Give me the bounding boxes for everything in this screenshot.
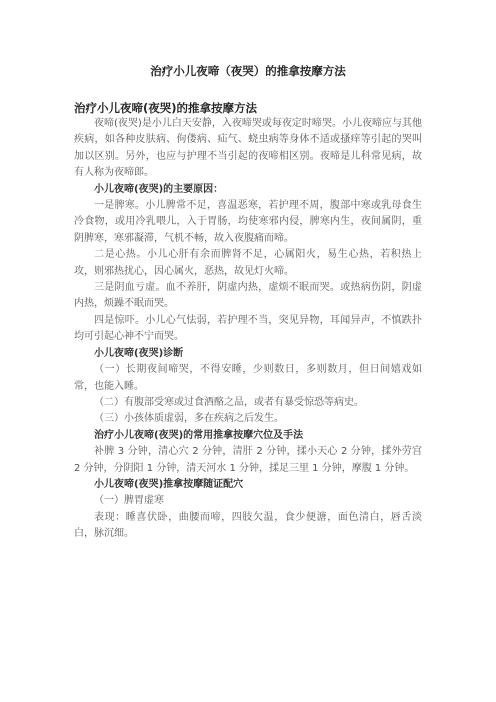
points-paragraph: 补脾 3 分钟，清心穴 2 分钟，清肝 2 分钟，揉小天心 2 分钟，揉外劳宫 2 分钟，分阴阳 1 分钟，清天河水 1 分钟，揉足三里 1 分钟，摩腹 1 分钟。 xyxy=(74,446,422,474)
syndrome-heading: 小儿夜啼(夜哭)推拿按摩随证配穴 xyxy=(94,478,244,490)
diagnosis-heading: 小儿夜啼(夜哭)诊断 xyxy=(94,347,184,359)
syndrome-subheading: （一）脾胃虚寒 xyxy=(94,495,164,507)
syndrome-paragraph: 表现：睡喜伏卧，曲腰而啼，四肢欠温，食少便溏，面色清白，唇舌淡白，脉沉细。 xyxy=(74,511,422,540)
diagnosis-item: （一）长期夜间啼哭，不得安睡，少则数日，多则数月，但日间嬉戏如常，也能入睡。 xyxy=(74,364,422,392)
causes-heading: 小儿夜啼(夜哭)的主要原因： xyxy=(94,183,224,195)
cause-paragraph: 三是阴血亏虚。血不养肝，阴虚内热，虚烦不眠而哭。或热病伤阴，阴虚内热，烦躁不眠而哭。 xyxy=(74,282,422,310)
diagnosis-item: （三）小孩体质虚弱，多在疾病之后发生。 xyxy=(94,413,284,425)
intro-paragraph: 夜啼(夜哭)是小儿白天安静，入夜啼哭或每夜定时啼哭。小儿夜啼应与其他疾病，如各种皮肤病、佝偻病、疝气、蛲虫病等身体不适或搔痒等引起的哭叫加以区别。另外，也应与护理不当引起的夜啼相区别。夜啼是儿科常见病，故有人称为夜啼郎。 xyxy=(74,118,422,179)
cause-paragraph: 一是脾寒。小儿脾常不足，喜温恶寒，若护理不周，腹部中寒或乳母食生冷食物，或用冷乳喂儿，入于胃肠，均使寒邪内侵，脾寒内生，夜间属阴，重阴脾寒，寒邪凝滞，气机不畅，故入夜腹痛而啼。 xyxy=(74,200,422,244)
article-title: 治疗小儿夜啼(夜哭)的推拿按摩方法 xyxy=(74,101,258,115)
cause-paragraph: 二是心热。小儿心肝有余而脾肾不足，心属阳火，易生心热，若积热上攻，则邪热扰心，因心属火，恶热，故见灯火啼。 xyxy=(74,249,422,277)
points-heading: 治疗小儿夜啼(夜哭)的常用推拿按摩穴位及手法 xyxy=(94,429,304,441)
document-title: 治疗小儿夜啼（夜哭）的推拿按摩方法 xyxy=(150,64,346,78)
cause-paragraph: 四是惊吓。小儿心气怯弱，若护理不当，突见异物，耳闻异声，不慎跌扑均可引起心神不宁而哭。 xyxy=(74,314,422,343)
diagnosis-item: （二）有腹部受寒或过食酒酪之品，或者有暴受惊恐等病史。 xyxy=(94,396,364,408)
